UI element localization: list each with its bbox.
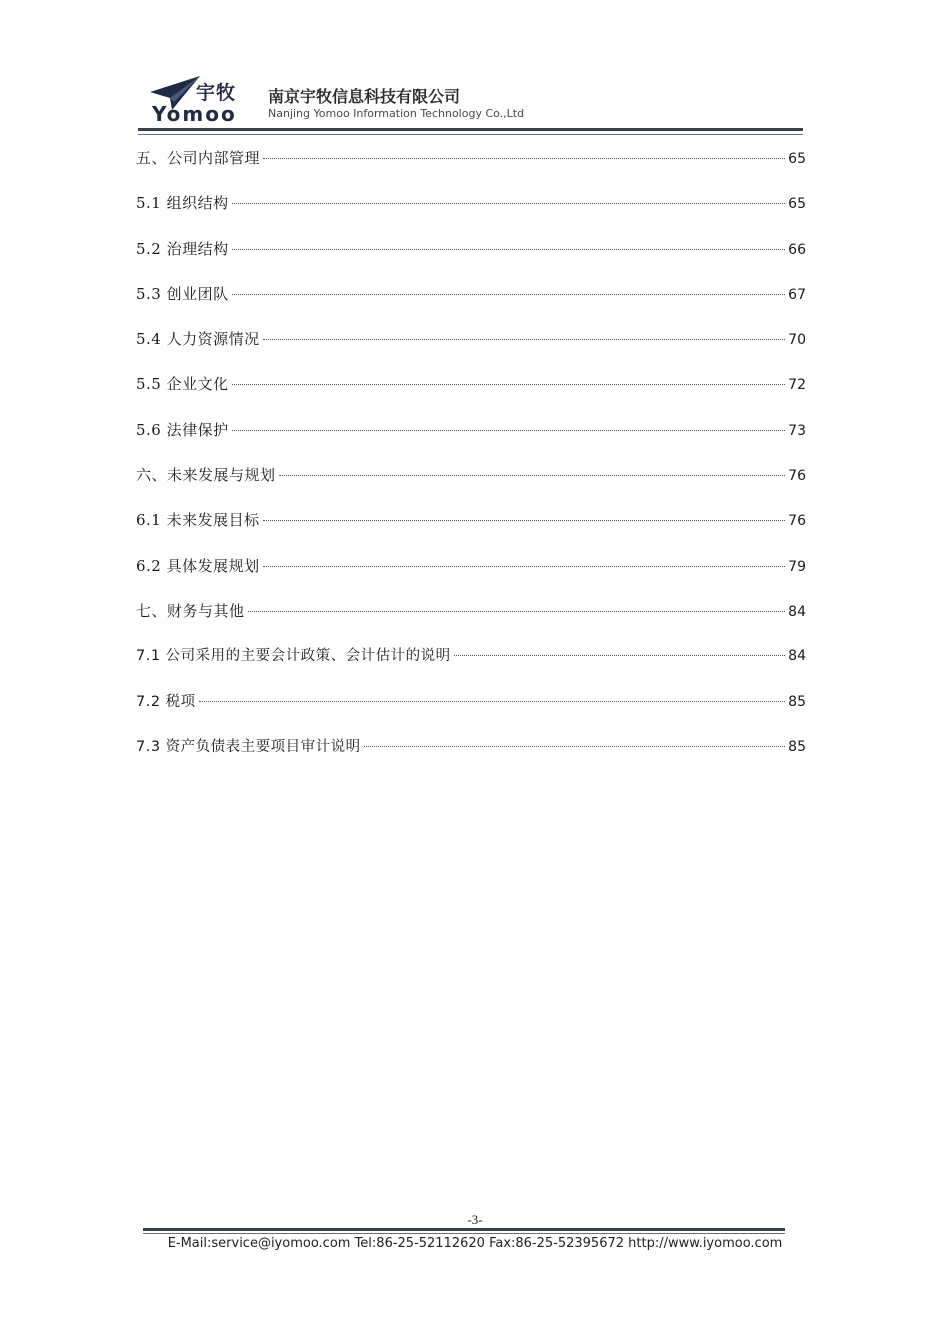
- toc-entry-page-number: 66: [788, 241, 806, 258]
- page-number: -3-: [467, 1212, 483, 1227]
- toc-entry-page-number: 73: [788, 422, 806, 439]
- toc-dot-leader: [232, 294, 786, 295]
- toc-entry-title: 5.2 治理结构: [136, 239, 229, 258]
- toc-entry-title: 6.1 未来发展目标: [136, 511, 260, 530]
- toc-entry[interactable]: [136, 370, 806, 415]
- toc-entry-title: 7.3 资产负债表主要项目审计说明: [136, 738, 361, 755]
- toc-entry-page-number: 85: [788, 693, 806, 710]
- footer-divider-thin: [143, 1233, 785, 1234]
- toc-dot-leader: [232, 249, 786, 250]
- table-of-contents: [136, 144, 806, 778]
- toc-dot-leader: [232, 203, 786, 204]
- toc-entry[interactable]: [136, 506, 806, 551]
- toc-entry-page-number: 79: [788, 558, 806, 575]
- toc-entry-title: 七、财务与其他: [136, 601, 245, 620]
- toc-entry-title: 6.2 具体发展规划: [136, 556, 260, 575]
- toc-entry-page-number: 65: [788, 196, 806, 213]
- company-name-english: Nanjing Yomoo Information Technology Co.,Ltd: [268, 107, 525, 120]
- toc-entry[interactable]: [136, 733, 806, 778]
- toc-entry-page-number: 67: [788, 286, 806, 303]
- logo-chinese-text: 宇牧: [196, 82, 237, 104]
- toc-entry-title: 5.3 创业团队: [136, 284, 229, 303]
- logo-english-text: Yomoo: [152, 102, 237, 126]
- toc-entry[interactable]: [136, 325, 806, 370]
- toc-entry-page-number: 76: [788, 468, 806, 485]
- toc-dot-leader: [232, 430, 786, 431]
- toc-dot-leader: [364, 746, 786, 747]
- toc-entry-page-number: 65: [788, 151, 806, 167]
- toc-entry[interactable]: [136, 235, 806, 280]
- toc-dot-leader: [263, 520, 786, 521]
- toc-entry[interactable]: [136, 552, 806, 597]
- toc-entry[interactable]: [136, 688, 806, 733]
- page-header: [0, 0, 950, 140]
- header-divider-thick: [138, 128, 803, 131]
- toc-dot-leader: [454, 655, 786, 656]
- toc-entry-title: 7.2 税项: [136, 693, 196, 710]
- header-divider-thin: [138, 134, 803, 135]
- toc-entry[interactable]: [136, 189, 806, 234]
- toc-entry-page-number: 70: [788, 332, 806, 349]
- toc-entry-title: 5.1 组织结构: [136, 194, 229, 213]
- footer-divider-thick: [143, 1228, 785, 1231]
- toc-entry[interactable]: [136, 597, 806, 642]
- toc-dot-leader: [263, 566, 786, 567]
- footer-contact-info: E-Mail:service@iyomoo.com Tel:86-25-52112620 Fax:86-25-52395672 http://www.iyomoo.com: [167, 1236, 783, 1251]
- toc-entry[interactable]: [136, 416, 806, 461]
- company-name-chinese: 南京宇牧信息科技有限公司: [268, 87, 461, 106]
- toc-entry[interactable]: [136, 461, 806, 506]
- toc-dot-leader: [199, 701, 786, 702]
- toc-entry-page-number: 84: [788, 603, 806, 620]
- toc-entry[interactable]: [136, 280, 806, 325]
- toc-dot-leader: [263, 158, 785, 159]
- toc-dot-leader: [279, 475, 786, 476]
- toc-entry-title: 五、公司内部管理: [136, 149, 261, 167]
- toc-entry-page-number: 84: [788, 648, 806, 665]
- toc-entry-title: 六、未来发展与规划: [136, 466, 276, 485]
- toc-entry[interactable]: [136, 144, 806, 189]
- toc-dot-leader: [263, 339, 786, 340]
- toc-entry-page-number: 76: [788, 513, 806, 530]
- toc-entry-title: 5.4 人力资源情况: [136, 330, 260, 349]
- toc-entry[interactable]: [136, 642, 806, 687]
- toc-entry-title: 7.1 公司采用的主要会计政策、会计估计的说明: [136, 648, 451, 665]
- toc-entry-page-number: 72: [788, 377, 806, 394]
- toc-entry-page-number: 85: [788, 738, 806, 755]
- toc-entry-title: 5.5 企业文化: [136, 375, 229, 394]
- toc-entry-title: 5.6 法律保护: [136, 420, 229, 439]
- toc-dot-leader: [232, 384, 786, 385]
- toc-dot-leader: [248, 611, 786, 612]
